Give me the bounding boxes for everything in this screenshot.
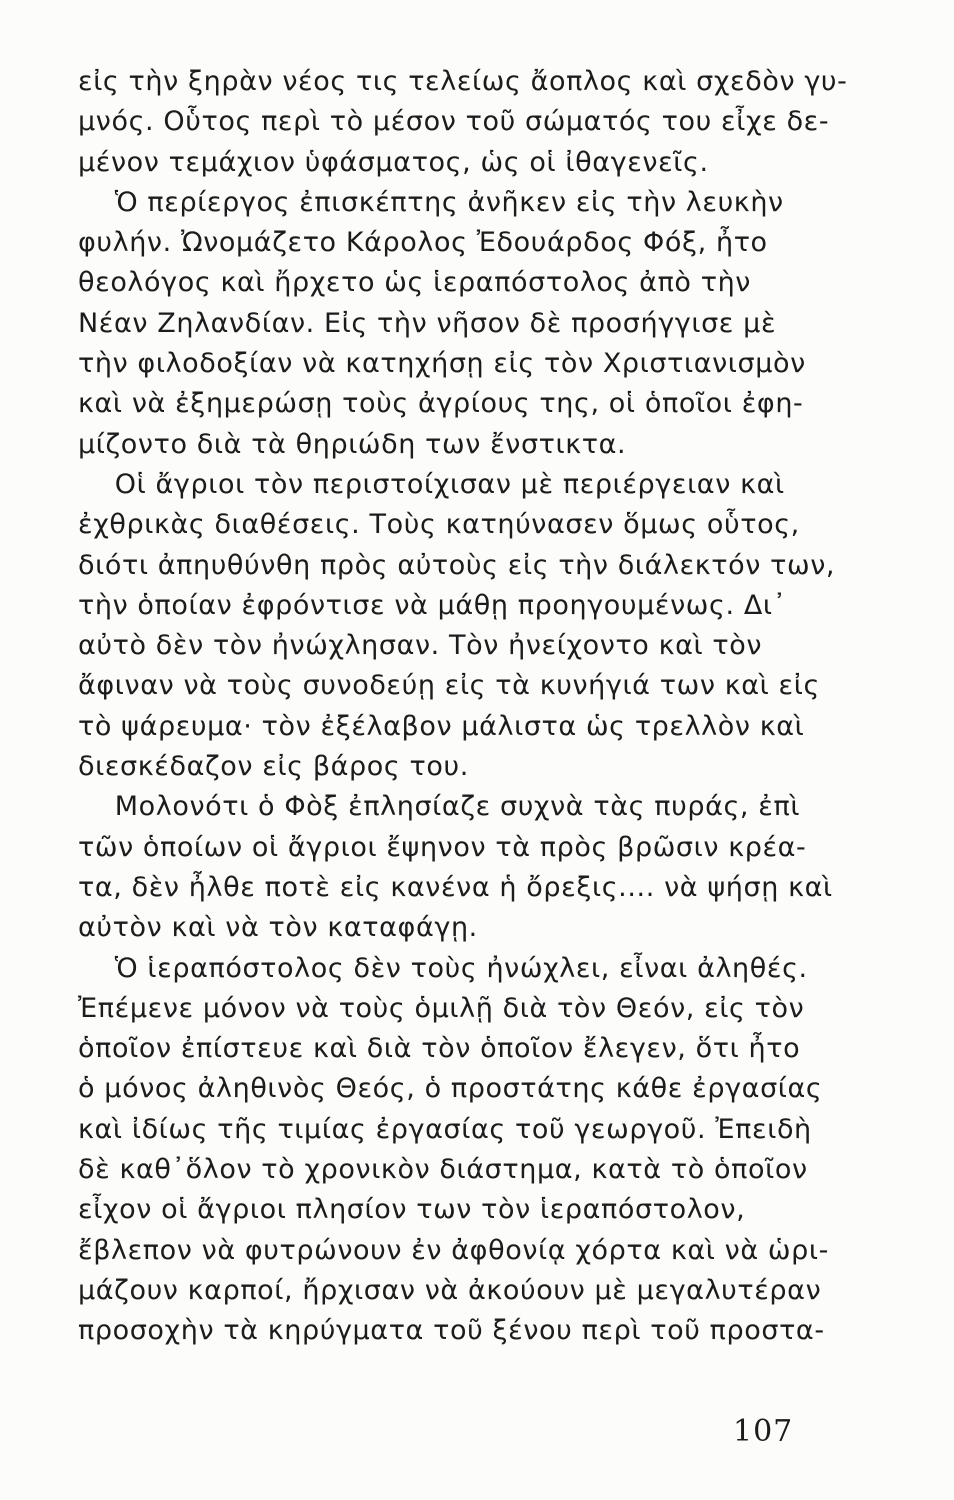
text-line: ἔβλεπον νὰ φυτρώνουν ἐν ἀφθονίᾳ χόρτα καὶ νὰ ὡρι- (78, 1234, 829, 1266)
text-line: εἶχον οἱ ἄγριοι πλησίον των τὸν ἱεραπόστολον, (78, 1194, 746, 1226)
text-line: καὶ ἰδίως τῆς τιμίας ἐργασίας τοῦ γεωργοῦ. Ἐπειδὴ (78, 1113, 812, 1145)
text-line: προσοχὴν τὰ κηρύγματα τοῦ ξένου περὶ τοῦ προστα- (78, 1315, 825, 1347)
text-line: Ἐπέμενε μόνον νὰ τοὺς ὁμιλῇ διὰ τὸν Θεόν, εἰς τὸν (78, 992, 805, 1024)
text-line: διεσκέδαζον εἰς βάρος του. (78, 751, 469, 783)
text-line: ὁποῖον ἐπίστευε καὶ διὰ τὸν ὁποῖον ἔλεγεν, ὅτι ἦτο (78, 1033, 801, 1065)
text-line: τὴν ὁποίαν ἐφρόντισε νὰ μάθῃ προηγουμένως. Δι᾽ (78, 589, 787, 621)
page-number: 107 (733, 1414, 794, 1449)
text-line: ὁ μόνος ἀληθινὸς Θεός, ὁ προστάτης κάθε ἐργασίας (78, 1073, 823, 1105)
text-line: αὐτὸν καὶ νὰ τὸν καταφάγῃ. (78, 912, 478, 944)
text-line: μένον τεμάχιον ὑφάσματος, ὡς οἱ ἰθαγενεῖς. (78, 146, 709, 178)
text-line: αὐτὸ δὲν τὸν ἠνώχλησαν. Τὸν ἠνείχοντο καὶ τὸν (78, 630, 763, 662)
text-line: Νέαν Ζηλανδίαν. Εἰς τὴν νῆσον δὲ προσήγγισε μὲ (78, 307, 777, 339)
text-line: μάζουν καρποί, ἤρχισαν νὰ ἀκούουν μὲ μεγαλυτέραν (78, 1274, 822, 1306)
text-line: ἄφιναν νὰ τοὺς συνοδεύῃ εἰς τὰ κυνήγιά των καὶ εἰς (78, 670, 820, 702)
text-line: τα, δὲν ἦλθε ποτὲ εἰς κανένα ἡ ὄρεξις.... νὰ ψήσῃ καὶ (78, 871, 833, 903)
text-line: Μολονότι ὁ Φὸξ ἐπλησίαζε συχνὰ τὰς πυράς, ἐπὶ (78, 791, 801, 823)
text-line: τὴν φιλοδοξίαν νὰ κατηχήσῃ εἰς τὸν Χριστιανισμὸν (78, 348, 806, 380)
text-line: Ὁ ἱεραπόστολος δὲν τοὺς ἠνώχλει, εἶναι ἀληθές. (78, 952, 808, 984)
text-line: τῶν ὁποίων οἱ ἄγριοι ἔψηνον τὰ πρὸς βρῶσιν κρέα- (78, 831, 807, 863)
text-line: εἰς τὴν ξηρὰν νέος τις τελείως ἄοπλος καὶ σχεδὸν γυ- (78, 66, 848, 97)
text-line: ἐχθρικὰς διαθέσεις. Τοὺς κατηύνασεν ὅμως οὗτος, (78, 509, 800, 541)
body-text (78, 62, 848, 1352)
text-line: καὶ νὰ ἐξημερώσῃ τοὺς ἀγρίους της, οἱ ὁποῖοι ἐφη- (78, 388, 804, 420)
text-line: διότι ἀπηυθύνθη πρὸς αὐτοὺς εἰς τὴν διάλεκτόν των, (78, 549, 836, 581)
text-line: Οἱ ἄγριοι τὸν περιστοίχισαν μὲ περιέργειαν καὶ (78, 468, 785, 500)
text-line: δὲ καθ᾽ὅλον τὸ χρονικὸν διάστημα, κατὰ τὸ ὁποῖον (78, 1154, 808, 1186)
text-line: Ὁ περίεργος ἐπισκέπτης ἀνῆκεν εἰς τὴν λευκὴν (78, 186, 784, 218)
text-line: μίζοντο διὰ τὰ θηριώδη των ἔνστικτα. (78, 428, 627, 460)
text-line: φυλήν. Ὠνομάζετο Κάρολος Ἐδουάρδος Φόξ, ἦτο (78, 227, 768, 259)
text-line: τὸ ψάρευμα· τὸν ἐξέλαβον μάλιστα ὡς τρελλὸν καὶ (78, 710, 805, 742)
text-line: μνός. Οὗτος περὶ τὸ μέσον τοῦ σώματός του εἶχε δε- (78, 106, 830, 138)
text-line: θεολόγος καὶ ἤρχετο ὡς ἱεραπόστολος ἀπὸ τὴν (78, 267, 751, 299)
